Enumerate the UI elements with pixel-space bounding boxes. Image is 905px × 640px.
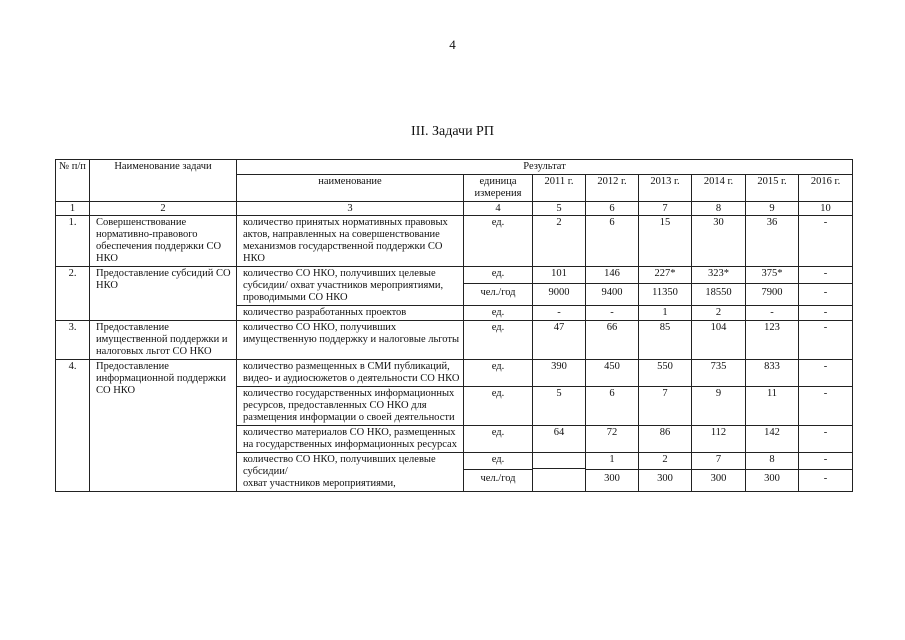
task-row bbox=[56, 267, 853, 306]
value-2011 bbox=[533, 267, 586, 306]
column-index: 3 bbox=[237, 202, 464, 216]
value-2014: 735 bbox=[692, 360, 746, 387]
value-2014 bbox=[692, 453, 746, 492]
value-2015 bbox=[746, 267, 799, 306]
value-2016: - bbox=[799, 360, 853, 387]
value-2011: 390 bbox=[533, 360, 586, 387]
value-2013: 7 bbox=[639, 387, 692, 426]
value-2013 bbox=[639, 453, 692, 492]
value-2011: - bbox=[533, 306, 586, 321]
indicator-unit: ед. bbox=[464, 387, 533, 426]
value-2015: 833 bbox=[746, 360, 799, 387]
column-index-row bbox=[56, 202, 853, 216]
value-primary: 8 bbox=[769, 454, 775, 465]
value-2014: 9 bbox=[692, 387, 746, 426]
value-primary: 7 bbox=[715, 454, 722, 465]
value-2011 bbox=[533, 453, 586, 492]
value-primary: 1 bbox=[609, 454, 615, 465]
header-result: Результат bbox=[237, 160, 853, 175]
column-index: 6 bbox=[586, 202, 639, 216]
value-primary: 375* bbox=[761, 268, 783, 279]
value-2013: 85 bbox=[639, 321, 692, 360]
value-2012: 6 bbox=[586, 387, 639, 426]
value-2015: 36 bbox=[746, 216, 799, 267]
column-index: 4 bbox=[464, 202, 533, 216]
value-2016 bbox=[799, 453, 853, 492]
value-2015 bbox=[746, 453, 799, 492]
task-row bbox=[56, 216, 853, 267]
column-index: 7 bbox=[639, 202, 692, 216]
value-2012 bbox=[586, 267, 639, 306]
value-2013 bbox=[639, 267, 692, 306]
value-2012 bbox=[586, 453, 639, 492]
indicator-name: количество государственных информационных ресурсов, предоставленных СО НКО для размещения информации о своей деятельности bbox=[237, 387, 464, 426]
task-name: Предоставление информационной поддержки СО НКО bbox=[90, 360, 237, 492]
value-2013: 1 bbox=[639, 306, 692, 321]
column-index: 9 bbox=[746, 202, 799, 216]
section-title: III. Задачи РП bbox=[411, 124, 494, 139]
value-2015: 142 bbox=[746, 426, 799, 453]
value-2011: 5 bbox=[533, 387, 586, 426]
header-year: 2013 г. bbox=[639, 175, 692, 202]
header-row bbox=[56, 160, 853, 175]
header-task: Наименование задачи bbox=[90, 160, 237, 202]
column-index: 8 bbox=[692, 202, 746, 216]
value-2013: 86 bbox=[639, 426, 692, 453]
indicator-name: количество разработанных проектов bbox=[237, 306, 464, 321]
value-secondary: 18550 bbox=[692, 283, 745, 299]
unit-secondary: чел./год bbox=[464, 283, 532, 299]
value-2014: 30 bbox=[692, 216, 746, 267]
value-primary: 323* bbox=[708, 268, 729, 279]
value-2016: - bbox=[799, 321, 853, 360]
value-2011: 2 bbox=[533, 216, 586, 267]
indicator-name: количество размещенных в СМИ публикаций, видео- и аудиосюжетов о деятельности СО НКО bbox=[237, 360, 464, 387]
value-primary: 101 bbox=[551, 268, 567, 279]
value-2013: 15 bbox=[639, 216, 692, 267]
value-2012: 6 bbox=[586, 216, 639, 267]
column-index: 2 bbox=[90, 202, 237, 216]
value-secondary: 9000 bbox=[533, 283, 585, 299]
value-primary: 146 bbox=[604, 268, 620, 279]
value-2012: 72 bbox=[586, 426, 639, 453]
unit-primary: ед. bbox=[491, 454, 505, 465]
indicator-unit: ед. bbox=[464, 306, 533, 321]
header-year: 2015 г. bbox=[746, 175, 799, 202]
value-secondary: 300 bbox=[692, 469, 745, 485]
value-2014: 104 bbox=[692, 321, 746, 360]
header-num: № п/п bbox=[56, 160, 90, 202]
column-index: 1 bbox=[56, 202, 90, 216]
value-2016 bbox=[799, 267, 853, 306]
value-secondary bbox=[533, 468, 585, 472]
value-2016: - bbox=[799, 387, 853, 426]
unit-secondary: чел./год bbox=[464, 469, 532, 485]
indicator-name-line: количество СО НКО, получивших целевые субсидии/ bbox=[243, 454, 436, 477]
indicator-unit: ед. bbox=[464, 426, 533, 453]
task-number: 1. bbox=[56, 216, 90, 267]
value-2011: 64 bbox=[533, 426, 586, 453]
tasks-table bbox=[55, 159, 853, 492]
indicator-unit bbox=[464, 453, 533, 492]
value-2012: 450 bbox=[586, 360, 639, 387]
task-name: Предоставление субсидий СО НКО bbox=[90, 267, 237, 321]
value-2016: - bbox=[799, 426, 853, 453]
indicator-unit: ед. bbox=[464, 321, 533, 360]
value-secondary: 300 bbox=[586, 469, 638, 485]
task-row bbox=[56, 360, 853, 387]
value-2015: 123 bbox=[746, 321, 799, 360]
task-number: 2. bbox=[56, 267, 90, 321]
header-year: 2014 г. bbox=[692, 175, 746, 202]
indicator-name: количество СО НКО, получивших имущественную поддержку и налоговые льготы bbox=[237, 321, 464, 360]
value-primary: 227* bbox=[654, 268, 676, 279]
value-2016: - bbox=[799, 216, 853, 267]
indicator-name: количество принятых нормативных правовых актов, направленных на совершенствование механизмов государственной поддержки СО НКО bbox=[237, 216, 464, 267]
indicator-name: количество СО НКО, получивших целевые субсидии/ охват участников мероприятиями, проводимыми СО НКО bbox=[237, 267, 464, 306]
value-secondary: - bbox=[799, 283, 852, 299]
value-2014: 2 bbox=[692, 306, 746, 321]
indicator-name: количество материалов СО НКО, размещенных на государственных информационных ресурсах bbox=[237, 426, 464, 453]
header-year: 2016 г. bbox=[799, 175, 853, 202]
value-primary bbox=[536, 454, 582, 465]
value-2012: 66 bbox=[586, 321, 639, 360]
value-2015: - bbox=[746, 306, 799, 321]
value-2011: 47 bbox=[533, 321, 586, 360]
indicator-unit bbox=[464, 267, 533, 306]
value-primary: - bbox=[823, 454, 828, 465]
value-2015: 11 bbox=[746, 387, 799, 426]
value-2012: - bbox=[586, 306, 639, 321]
column-index: 10 bbox=[799, 202, 853, 216]
header-year: 2012 г. bbox=[586, 175, 639, 202]
value-2016: - bbox=[799, 306, 853, 321]
value-secondary: 300 bbox=[639, 469, 691, 485]
header-indicator: наименование bbox=[237, 175, 464, 202]
unit-primary: ед. bbox=[491, 268, 505, 279]
value-2014 bbox=[692, 267, 746, 306]
value-2014: 112 bbox=[692, 426, 746, 453]
value-primary: - bbox=[823, 268, 828, 279]
task-name: Совершенствование нормативно-правового обеспечения поддержки СО НКО bbox=[90, 216, 237, 267]
indicator-name-line: охват участников мероприятиями, bbox=[243, 478, 396, 489]
value-secondary: 11350 bbox=[639, 283, 691, 299]
header-unit: единица измерения bbox=[464, 175, 533, 202]
indicator-unit: ед. bbox=[464, 360, 533, 387]
page-number: 4 bbox=[449, 37, 456, 52]
task-row bbox=[56, 321, 853, 360]
indicator-name bbox=[237, 453, 464, 492]
value-secondary: 300 bbox=[746, 469, 798, 485]
value-2013: 550 bbox=[639, 360, 692, 387]
value-secondary: 7900 bbox=[746, 283, 798, 299]
indicator-unit: ед. bbox=[464, 216, 533, 267]
value-primary: 2 bbox=[662, 454, 668, 465]
header-year: 2011 г. bbox=[533, 175, 586, 202]
value-secondary: 9400 bbox=[586, 283, 638, 299]
task-name: Предоставление имущественной поддержки и налоговых льгот СО НКО bbox=[90, 321, 237, 360]
value-secondary: - bbox=[799, 469, 852, 485]
column-index: 5 bbox=[533, 202, 586, 216]
task-number: 3. bbox=[56, 321, 90, 360]
task-number: 4. bbox=[56, 360, 90, 492]
